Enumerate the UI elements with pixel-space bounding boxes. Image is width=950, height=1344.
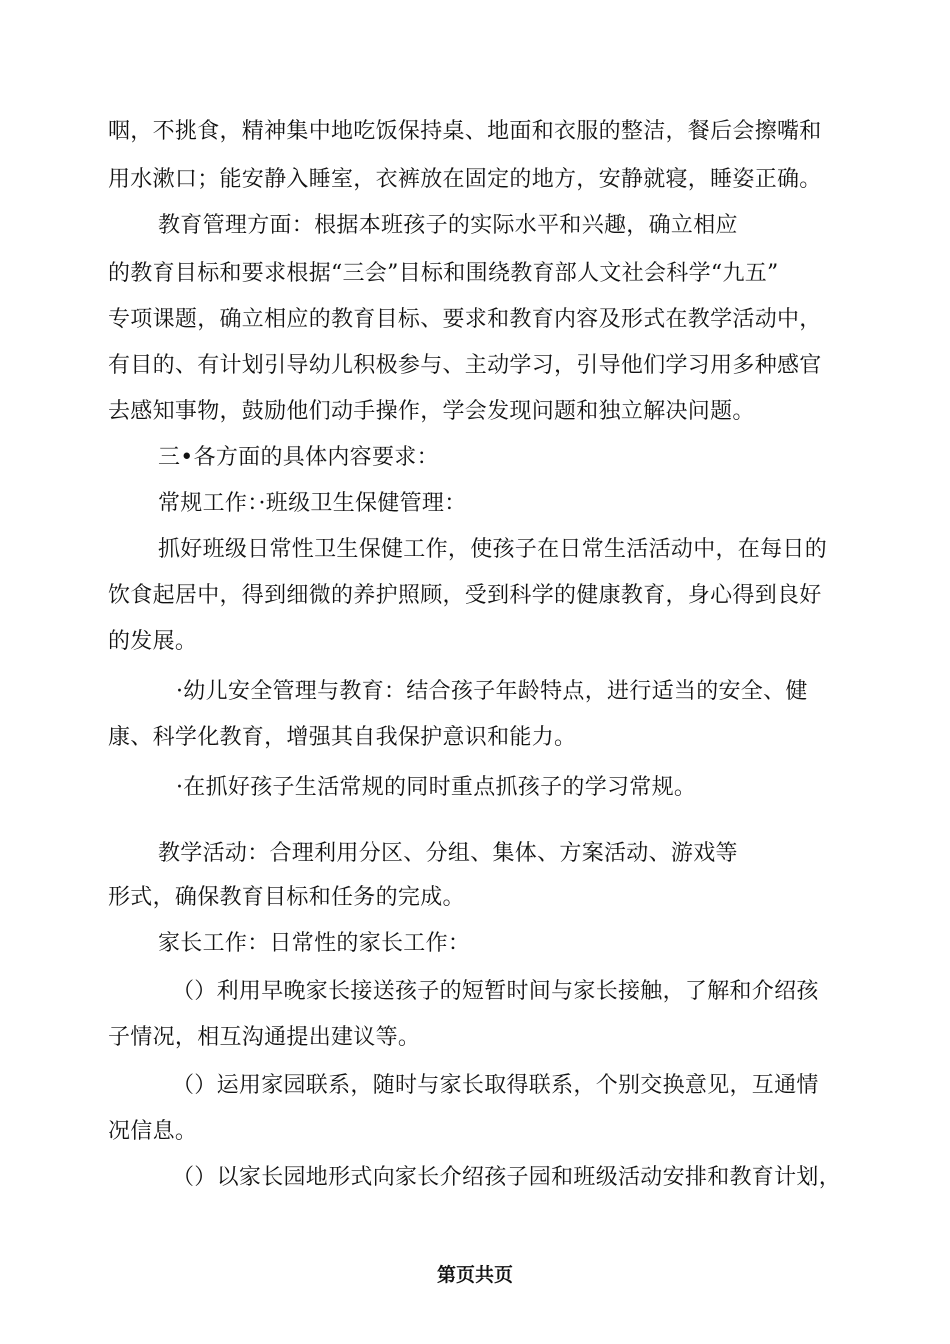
section-heading: 三•各方面的具体内容要求： bbox=[158, 445, 439, 470]
text-line: 况信息。 bbox=[108, 1119, 198, 1144]
text-line: 咽，不挑食，精神集中地吃饭保持桌、地面和衣服的整洁，餐后会擦嘴和 bbox=[108, 119, 822, 144]
text-line: 形式，确保教育目标和任务的完成。 bbox=[108, 885, 465, 910]
text-line: 去感知事物，鼓励他们动手操作，学会发现问题和独立解决问题。 bbox=[108, 399, 755, 424]
paragraph-first-line: 教育管理方面：根据本班孩子的实际水平和兴趣，确立相应 bbox=[158, 213, 738, 238]
text-line: 有目的、有计划引导幼儿积极参与、主动学习，引导他们学习用多种感官 bbox=[108, 353, 822, 378]
text-line: 康、科学化教育，增强其自我保护意识和能力。 bbox=[108, 725, 577, 750]
bullet-line: ·在抓好孩子生活常规的同时重点抓孩子的学习常规。 bbox=[176, 775, 697, 800]
text-line: 饮食起居中，得到细微的养护照顾，受到科学的健康教育，身心得到良好 bbox=[108, 583, 822, 608]
text-line: 子情况，相互沟通提出建议等。 bbox=[108, 1025, 421, 1050]
paragraph-first-line: 抓好班级日常性卫生保健工作，使孩子在日常生活活动中，在每日的 bbox=[158, 537, 828, 562]
paragraph-first-line: 家长工作：日常性的家长工作： bbox=[158, 931, 471, 956]
list-item-line: （）运用家园联系，随时与家长取得联系，个别交换意见，互通情 bbox=[172, 1073, 819, 1098]
list-item-line: （）利用早晚家长接送孩子的短暂时间与家长接触，了解和介绍孩 bbox=[172, 979, 819, 1004]
paragraph-first-line: 教学活动：合理利用分区、分组、集体、方案活动、游戏等 bbox=[158, 841, 738, 866]
text-line: 的教育目标和要求根据“三会”目标和围绕教育部人文社会科学“九五” bbox=[108, 261, 779, 286]
paragraph-first-line: 常规工作：·班级卫生保健管理： bbox=[158, 491, 467, 516]
text-line: 专项课题，确立相应的教育目标、要求和教育内容及形式在教学活动中， bbox=[108, 307, 822, 332]
text-line: 用水漱口；能安静入睡室，衣裤放在固定的地方，安静就寝，睡姿正确。 bbox=[108, 167, 822, 192]
page-footer: 第页共页 bbox=[436, 1264, 513, 1286]
bullet-line: ·幼儿安全管理与教育：结合孩子年龄特点，进行适当的安全、健 bbox=[176, 679, 808, 704]
text-line: 的发展。 bbox=[108, 629, 198, 654]
list-item-line: （）以家长园地形式向家长介绍孩子园和班级活动安排和教育计划， bbox=[172, 1165, 842, 1190]
